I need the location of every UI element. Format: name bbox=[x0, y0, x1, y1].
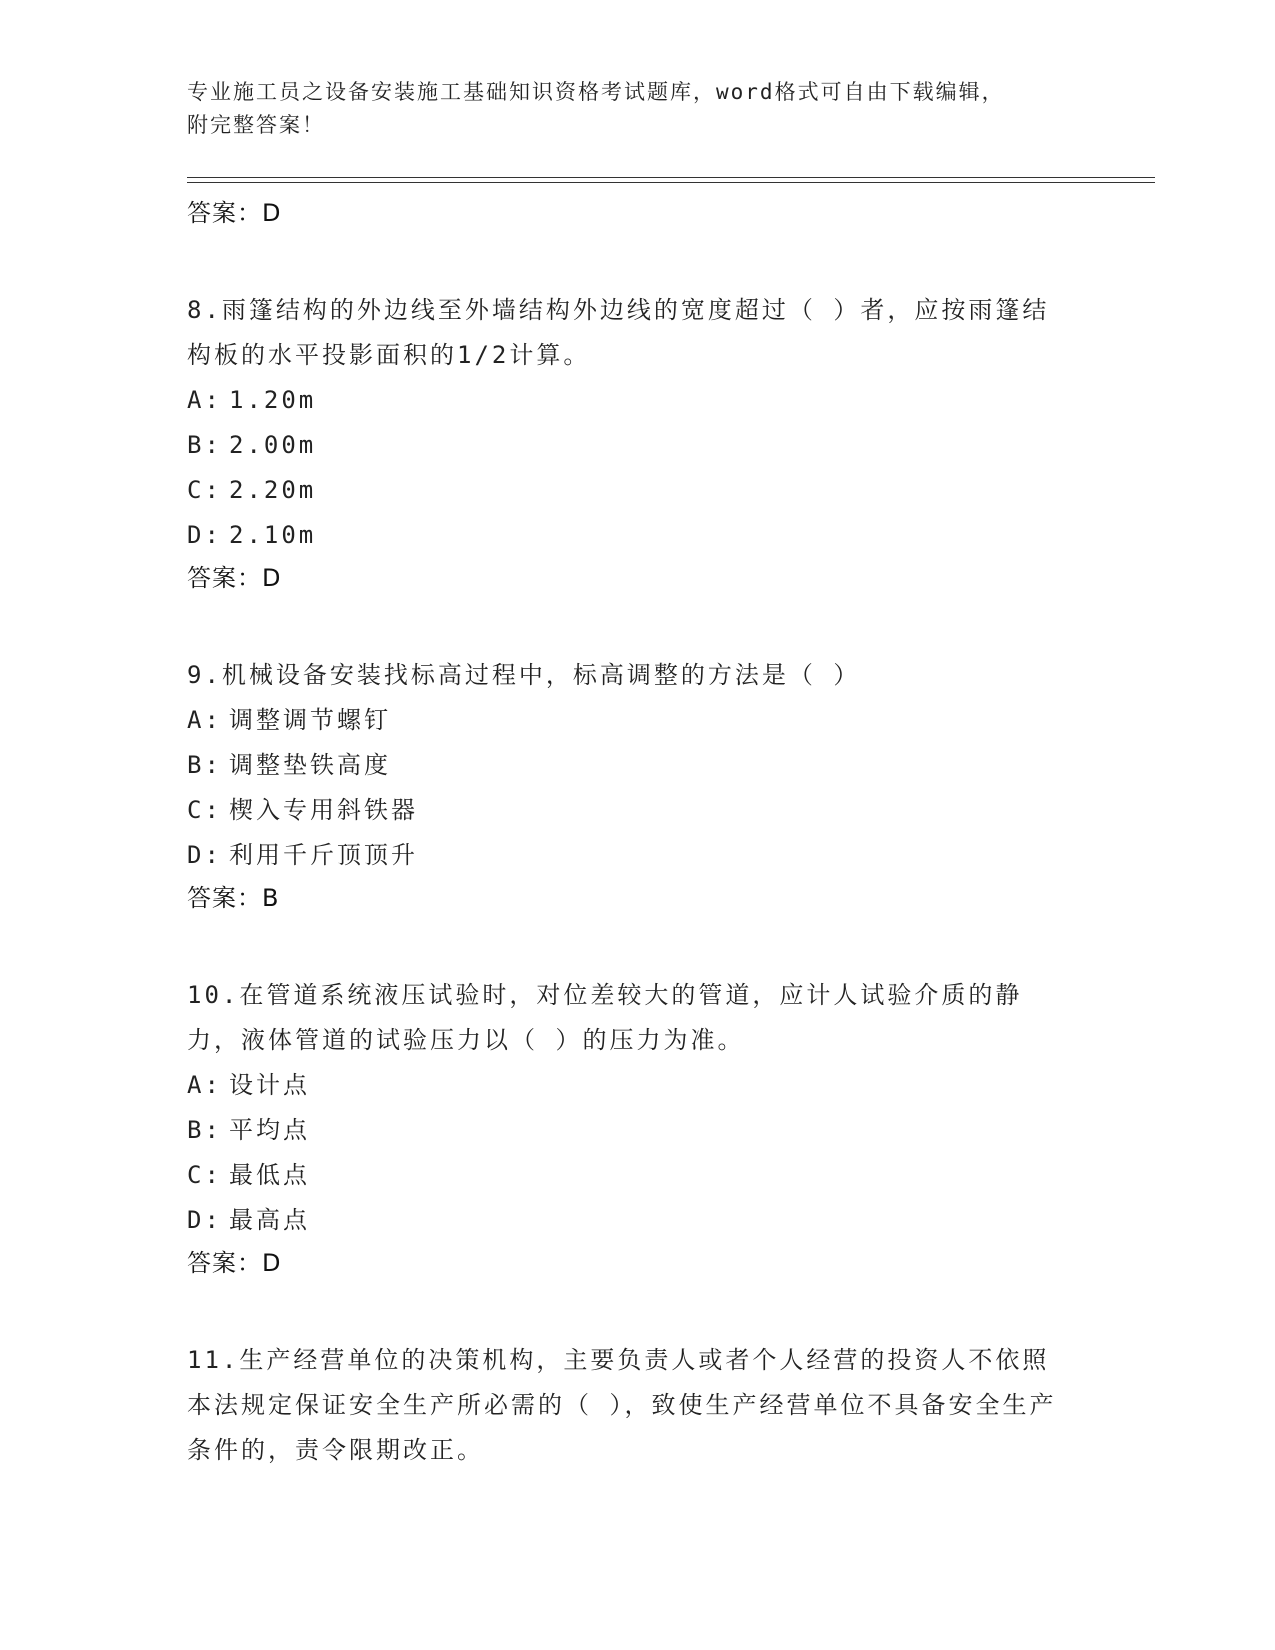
option-c bbox=[187, 1153, 1067, 1198]
option-key: C: bbox=[187, 796, 222, 824]
answer-line: 答案：D bbox=[187, 1249, 282, 1277]
option-key: A: bbox=[187, 1071, 222, 1099]
question-text: 9.机械设备安装找标高过程中，标高调整的方法是（ ） bbox=[187, 661, 861, 689]
option-key: D: bbox=[187, 841, 222, 869]
option-text: 楔入专用斜铁器 bbox=[229, 796, 418, 824]
option-a bbox=[187, 698, 1067, 743]
header-divider-bottom bbox=[187, 182, 1155, 183]
question-item bbox=[187, 973, 1067, 1283]
option-text: 2.00m bbox=[229, 431, 317, 459]
option-text: 2.20m bbox=[229, 476, 317, 504]
option-key: D: bbox=[187, 1206, 222, 1234]
option-d bbox=[187, 833, 1067, 878]
option-key: A: bbox=[187, 706, 222, 734]
option-text: 设计点 bbox=[229, 1071, 310, 1099]
option-a bbox=[187, 1063, 1067, 1108]
header-line-1: 专业施工员之设备安装施工基础知识资格考试题库，word格式可自由下载编辑， bbox=[187, 80, 1005, 104]
answer-line: 答案：B bbox=[187, 884, 280, 912]
option-d bbox=[187, 513, 1067, 558]
question-list bbox=[187, 193, 1067, 1473]
option-b bbox=[187, 743, 1067, 788]
option-key: C: bbox=[187, 476, 222, 504]
question-text: 8.雨篷结构的外边线至外墙结构外边线的宽度超过（ ）者，应按雨篷结构板的水平投影面积的1/2计算。 bbox=[187, 296, 1050, 369]
option-text: 最低点 bbox=[229, 1161, 310, 1189]
option-text: 最高点 bbox=[229, 1206, 310, 1234]
header-line-2: 附完整答案！ bbox=[187, 113, 325, 137]
option-key: D: bbox=[187, 521, 222, 549]
question-text: 11.生产经营单位的决策机构，主要负责人或者个人经营的投资人不依照本法规定保证安全生产所必需的（ ），致使生产经营单位不具备安全生产条件的，责令限期改正。 bbox=[187, 1346, 1057, 1464]
option-key: A: bbox=[187, 386, 222, 414]
option-text: 2.10m bbox=[229, 521, 317, 549]
header-divider-top bbox=[187, 177, 1155, 178]
option-key: B: bbox=[187, 1116, 222, 1144]
question-text: 10.在管道系统液压试验时，对位差较大的管道，应计人试验介质的静力，液体管道的试验压力以（ ）的压力为准。 bbox=[187, 981, 1023, 1054]
option-b bbox=[187, 423, 1067, 468]
question-item bbox=[187, 288, 1067, 598]
option-c bbox=[187, 468, 1067, 513]
option-key: B: bbox=[187, 431, 222, 459]
option-text: 1.20m bbox=[229, 386, 317, 414]
option-key: B: bbox=[187, 751, 222, 779]
question-item bbox=[187, 1338, 1067, 1473]
option-text: 平均点 bbox=[229, 1116, 310, 1144]
option-text: 调整垫铁高度 bbox=[229, 751, 391, 779]
document-header bbox=[187, 76, 1067, 142]
answer-line: 答案：D bbox=[187, 199, 282, 227]
option-d bbox=[187, 1198, 1067, 1243]
question-item bbox=[187, 653, 1067, 918]
option-key: C: bbox=[187, 1161, 222, 1189]
option-b bbox=[187, 1108, 1067, 1153]
option-text: 利用千斤顶顶升 bbox=[229, 841, 418, 869]
option-text: 调整调节螺钉 bbox=[229, 706, 391, 734]
option-c bbox=[187, 788, 1067, 833]
answer-line: 答案：D bbox=[187, 564, 282, 592]
option-a bbox=[187, 378, 1067, 423]
